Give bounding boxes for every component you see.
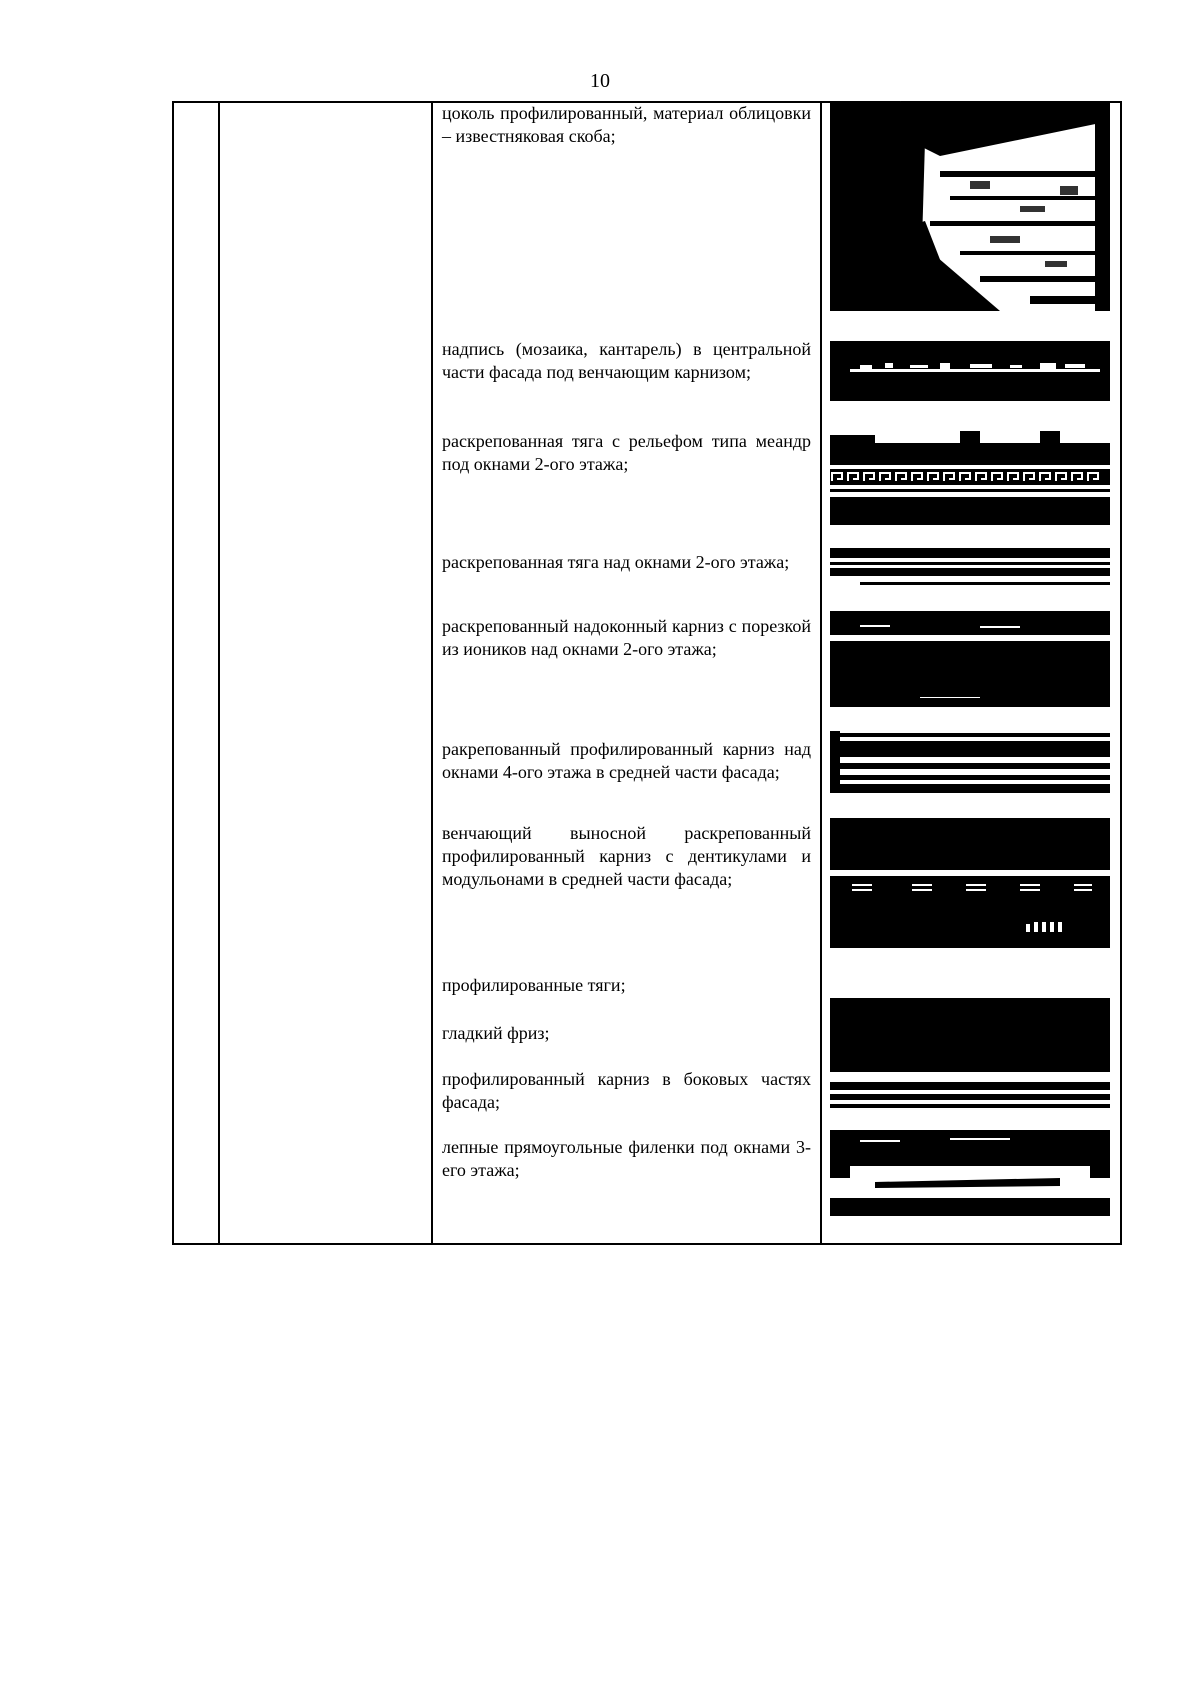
belt-over-windows-photo <box>830 548 1110 588</box>
panels-photo <box>830 1130 1110 1218</box>
column-divider-1 <box>218 101 220 1245</box>
inscription-photo <box>830 341 1110 401</box>
side-cornice-photo <box>830 1082 1110 1110</box>
column-divider-2 <box>431 101 433 1245</box>
entry-text-inscription: надпись (мозаика, кантарель) в центральной части фасада под венчающим карнизом; <box>442 339 811 382</box>
plinth-photo <box>830 101 1110 311</box>
page-number: 10 <box>590 70 610 92</box>
entry-text-side-cornice: профилированный карниз в боковых частях фасада; <box>442 1069 811 1112</box>
profiled-cornice-photo <box>830 731 1110 793</box>
column-divider-3 <box>820 101 822 1245</box>
crowning-cornice-photo <box>830 818 1110 948</box>
entry-text-smooth-frieze: гладкий фриз; <box>442 1023 550 1043</box>
entry-text-panels: лепные прямоугольные филенки под окнами 3-его этажа; <box>442 1137 811 1180</box>
entry-text-profiled-cornice: ракрепованный профилированный карниз над окнами 4-ого этажа в средней части фасада; <box>442 739 811 782</box>
meander-belt-photo <box>830 431 1110 525</box>
entry-text-window-cornice: раскрепованный надоконный карниз с порезкой из иоников над окнами 2-ого этажа; <box>442 616 811 659</box>
entry-text-meander-belt: раскрепованная тяга с рельефом типа меандр под окнами 2-ого этажа; <box>442 431 811 474</box>
entry-text-belt-over-windows: раскрепованная тяга над окнами 2-ого этажа; <box>442 552 790 572</box>
entry-text-plinth: цоколь профилированный, материал облицовки – известняковая скоба; <box>442 103 811 146</box>
entry-text-crowning-cornice: венчающий выносной раскрепованный профилированный карниз с дентикулами и модульонами в средней части фасада; <box>442 823 811 889</box>
smooth-frieze-photo <box>830 998 1110 1072</box>
entry-text-profiled-belts: профилированные тяги; <box>442 975 626 995</box>
window-cornice-photo <box>830 611 1110 707</box>
